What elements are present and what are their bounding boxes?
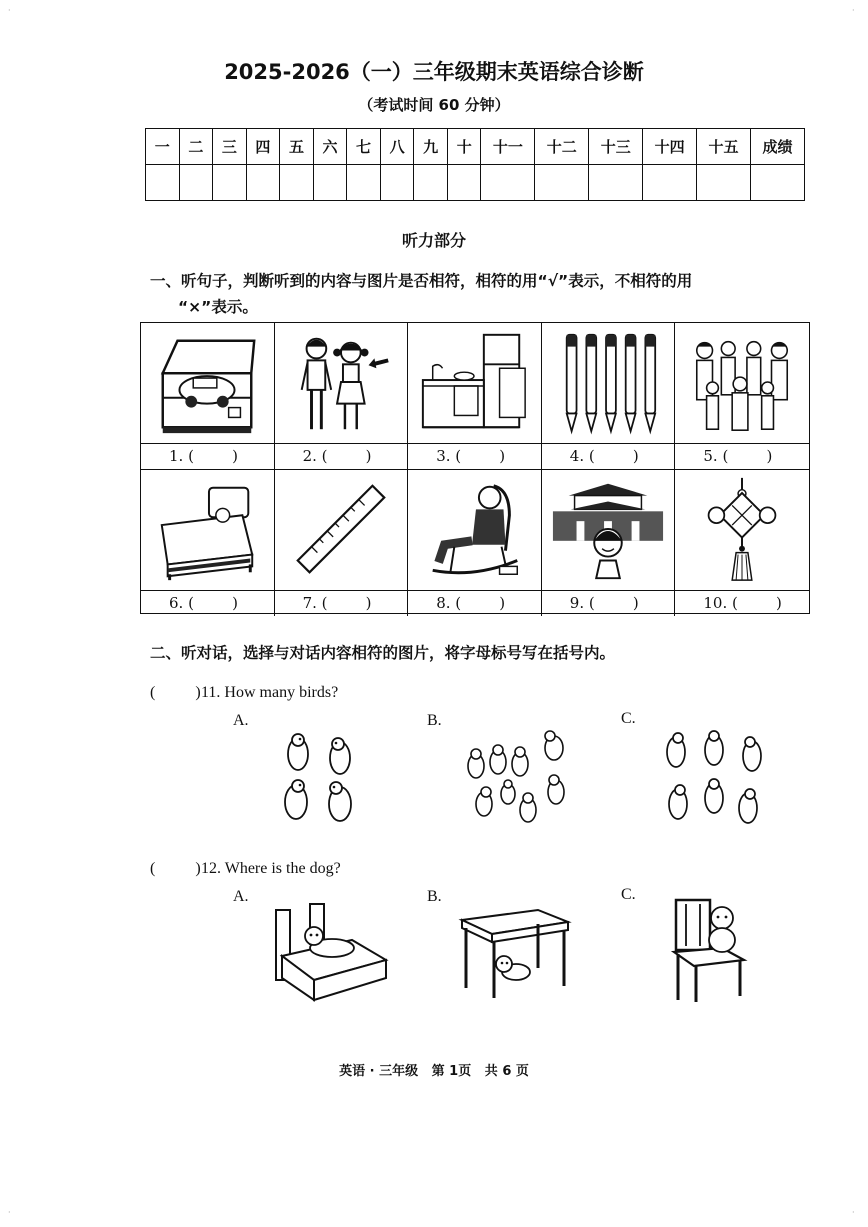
score-entry-cell[interactable] — [447, 165, 481, 201]
score-col-header: 十三 — [589, 129, 643, 165]
corner-mark-bottom-right: · — [852, 1208, 855, 1217]
score-table — [145, 128, 805, 201]
picture-cell — [542, 470, 676, 616]
picture-cell — [408, 470, 542, 616]
score-table-entry-row — [146, 165, 805, 201]
score-entry-cell[interactable] — [697, 165, 751, 201]
picture-cell — [542, 323, 676, 469]
part1-instruction-line2: “×”表示。 — [178, 298, 258, 316]
option-letter-c: C. — [621, 886, 636, 903]
ruler-icon — [282, 475, 400, 585]
score-col-header: 成绩 — [750, 129, 804, 165]
dog-under-table-icon — [458, 906, 573, 1001]
grid-row — [141, 470, 809, 616]
question-12-text: 12. Where is the dog? — [201, 860, 341, 877]
score-entry-cell[interactable] — [347, 165, 381, 201]
score-entry-cell[interactable] — [280, 165, 314, 201]
score-col-header: 五 — [280, 129, 314, 165]
picture-cell — [275, 323, 409, 469]
pens-icon — [549, 328, 667, 438]
chinese-knot-icon — [683, 475, 801, 585]
picture-cell — [141, 323, 275, 469]
option-12c[interactable] — [666, 896, 748, 1004]
toy-box-car-icon — [148, 328, 266, 438]
score-col-header: 三 — [213, 129, 247, 165]
four-birds-icon — [270, 730, 365, 830]
picture-cell — [275, 470, 409, 616]
score-entry-cell[interactable] — [589, 165, 643, 201]
kitchen-icon — [415, 328, 533, 438]
answer-blank-7[interactable]: 7. ( ) — [302, 594, 372, 612]
six-birds-icon — [656, 722, 771, 832]
score-col-header: 八 — [380, 129, 414, 165]
score-col-header: 七 — [347, 129, 381, 165]
option-letter-c: C. — [621, 710, 636, 727]
score-entry-cell[interactable] — [179, 165, 213, 201]
score-entry-cell[interactable] — [643, 165, 697, 201]
option-12a[interactable] — [270, 902, 390, 1007]
answer-paren-11[interactable]: ( ) — [150, 684, 201, 701]
score-entry-cell[interactable] — [481, 165, 535, 201]
score-col-header: 九 — [414, 129, 448, 165]
picture-cell — [141, 470, 275, 616]
option-12b[interactable] — [458, 906, 573, 1001]
corner-mark-top-right: · — [852, 6, 855, 15]
answer-blank-3[interactable]: 3. ( ) — [436, 447, 506, 465]
answer-blank-4[interactable]: 4. ( ) — [569, 447, 639, 465]
eight-birds-icon — [462, 722, 577, 832]
corner-mark-bottom-left: · — [8, 1208, 11, 1217]
score-col-header: 十二 — [535, 129, 589, 165]
grid-row — [141, 323, 809, 470]
dog-on-chair-icon — [666, 896, 748, 1004]
score-entry-cell[interactable] — [146, 165, 180, 201]
score-entry-cell[interactable] — [313, 165, 347, 201]
score-entry-cell[interactable] — [380, 165, 414, 201]
corner-mark-top-left: · — [8, 6, 11, 15]
boy-girl-icon — [282, 328, 400, 438]
family-icon — [683, 328, 801, 438]
option-letter-a: A. — [233, 712, 249, 729]
page-title: 2025-2026（一）三年级期末英语综合诊断 — [224, 60, 644, 84]
score-col-header: 十 — [447, 129, 481, 165]
score-entry-cell[interactable] — [246, 165, 280, 201]
score-entry-cell[interactable] — [213, 165, 247, 201]
page-footer: 英语 · 三年级 第 1页 共 6 页 — [339, 1064, 529, 1079]
option-11b[interactable] — [462, 722, 577, 832]
answer-paren-12[interactable]: ( ) — [150, 860, 201, 877]
picture-cell — [408, 323, 542, 469]
girl-tiananmen-icon — [549, 475, 667, 585]
option-11c[interactable] — [656, 722, 771, 832]
score-col-header: 二 — [179, 129, 213, 165]
part1-instruction-line1: 一、听句子，判断听到的内容与图片是否相符，相符的用“√”表示，不相符的用 — [150, 272, 693, 290]
score-col-header: 一 — [146, 129, 180, 165]
score-entry-cell[interactable] — [750, 165, 804, 201]
exam-duration: （考试时间 60 分钟） — [358, 96, 510, 114]
part2-instruction: 二、听对话，选择与对话内容相符的图片，将字母标号写在括号内。 — [150, 644, 616, 662]
option-letter-b: B. — [427, 888, 442, 905]
part1-picture-grid — [140, 322, 810, 614]
grandpa-rocking-chair-icon — [415, 475, 533, 585]
answer-blank-2[interactable]: 2. ( ) — [302, 447, 372, 465]
dog-on-bed-icon — [270, 902, 390, 1007]
answer-blank-5[interactable]: 5. ( ) — [703, 447, 773, 465]
score-col-header: 四 — [246, 129, 280, 165]
answer-blank-1[interactable]: 1. ( ) — [169, 447, 238, 465]
answer-blank-9[interactable]: 9. ( ) — [569, 594, 639, 612]
answer-blank-6[interactable]: 6. ( ) — [169, 594, 238, 612]
answer-blank-8[interactable]: 8. ( ) — [436, 594, 506, 612]
section-title: 听力部分 — [401, 231, 466, 250]
bed-icon — [148, 475, 266, 585]
picture-cell — [675, 470, 809, 616]
score-col-header: 十一 — [481, 129, 535, 165]
score-entry-cell[interactable] — [414, 165, 448, 201]
answer-blank-10[interactable]: 10. ( ) — [703, 594, 782, 612]
option-11a[interactable] — [270, 730, 365, 830]
score-entry-cell[interactable] — [535, 165, 589, 201]
score-col-header: 十五 — [697, 129, 751, 165]
score-table-header-row — [146, 129, 805, 165]
option-letter-b: B. — [427, 712, 442, 729]
question-11-text: 11. How many birds? — [201, 684, 339, 701]
picture-cell — [675, 323, 809, 469]
score-col-header: 十四 — [643, 129, 697, 165]
option-letter-a: A. — [233, 888, 249, 905]
score-col-header: 六 — [313, 129, 347, 165]
